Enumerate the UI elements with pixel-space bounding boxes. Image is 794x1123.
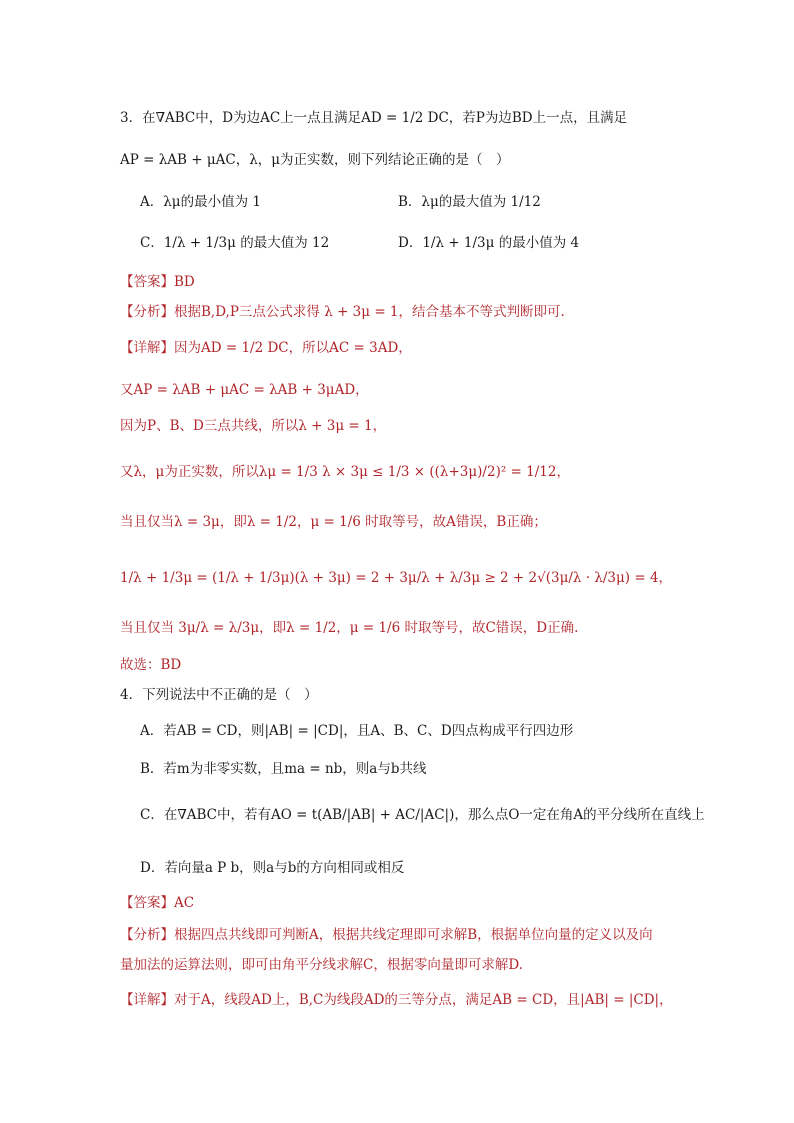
q3-detail-text1: 因为AD = 1/2 DC，所以AC = 3AD，: [174, 340, 412, 356]
q4-answer-value: AC: [174, 895, 195, 911]
q3-option-a-text: A．λμ的最小值为 1: [140, 194, 261, 210]
q3-detail-line6: [120, 568, 672, 588]
q3-option-c-text: C．1/λ + 1/3μ 的最大值为 12: [140, 235, 330, 251]
q3-detail-line1: [120, 338, 412, 358]
q4-analysis-text1: 根据四点共线即可判断A，根据共线定理即可求解B，根据单位向量的定义以及向: [174, 927, 653, 943]
q4-option-a: [140, 721, 573, 741]
q3-option-c: [140, 233, 329, 253]
q3-detail-line4: [120, 462, 570, 482]
q4-detail-text1: 对于A，线段AD上，B,C为线段AD的三等分点，满足AB = CD，且|AB| = |CD|，: [174, 992, 673, 1008]
q3-detail-label: 【详解】: [120, 340, 174, 356]
q3-detail-text2: 又AP = λAB + μAC = λAB + 3μAD，: [120, 382, 369, 398]
q3-answer-label: 【答案】: [120, 274, 174, 290]
q3-detail-line2: [120, 380, 369, 400]
q4-option-b: [140, 759, 427, 779]
q4-option-c-text: C．在∇ABC中，若有AO = t(AB/|AB| + AC/|AC|)，那么点O一定在角A的平分线所在直线上: [140, 807, 705, 823]
q4-answer-label: 【答案】: [120, 895, 174, 911]
q3-option-b: [398, 192, 541, 212]
q4-option-a-text: A．若AB = CD，则|AB| = |CD|，且A、B、C、D四点构成平行四边形: [140, 723, 574, 739]
q3-detail-line3: [120, 416, 386, 436]
q4-option-d-text: D．若向量a P b，则a与b的方向相同或相反: [140, 860, 405, 876]
q3-option-d-text: D．1/λ + 1/3μ 的最小值为 4: [398, 235, 580, 251]
q4-stem-text: 4．下列说法中不正确的是（ ）: [120, 687, 318, 703]
q3-detail-text3: 因为P、B、D三点共线，所以λ + 3μ = 1，: [120, 418, 387, 434]
q4-stem: [120, 685, 318, 705]
q3-detail-line5: [120, 512, 547, 532]
q3-analysis-text: 根据B,D,P三点公式求得 λ + 3μ = 1，结合基本不等式判断即可.: [174, 304, 565, 320]
q3-option-b-text: B．λμ的最大值为 1/12: [398, 194, 541, 210]
q3-detail-text4: 又λ，μ为正实数，所以λμ = 1/3 λ × 3μ ≤ 1/3 × ((λ+3μ)/2)² = 1/12，: [120, 464, 570, 480]
q4-analysis-line2: [120, 955, 523, 975]
q4-analysis-text2: 量加法的运算法则，即可由角平分线求解C，根据零向量即可求解D.: [120, 957, 523, 973]
q3-detail-line8: [120, 655, 181, 675]
q3-analysis-label: 【分析】: [120, 304, 174, 320]
q4-detail-line1: [120, 990, 673, 1010]
q4-detail-label: 【详解】: [120, 992, 174, 1008]
q3-stem-line1: [120, 108, 627, 128]
q3-stem-line2: [120, 150, 510, 170]
q3-answer: [120, 272, 195, 292]
q3-detail-text7: 当且仅当 3μ/λ = λ/3μ，即λ = 1/2，μ = 1/6 时取等号，故C错误，D正确.: [120, 620, 579, 636]
q3-detail-line7: [120, 618, 578, 638]
q3-detail-text8: 故选：BD: [120, 657, 182, 673]
q3-option-a: [140, 192, 261, 212]
q3-stem-text2: AP = λAB + μAC，λ，μ为正实数，则下列结论正确的是（ ）: [120, 152, 510, 168]
q3-answer-value: BD: [174, 274, 195, 290]
q4-analysis-label: 【分析】: [120, 927, 174, 943]
q4-analysis-line1: [120, 925, 653, 945]
q3-detail-text6: 1/λ + 1/3μ = (1/λ + 1/3μ)(λ + 3μ) = 2 + 3μ/λ + λ/3μ ≥ 2 + 2√(3μ/λ · λ/3μ) = 4，: [120, 570, 673, 586]
q3-stem-text1: 3．在∇ABC中，D为边AC上一点且满足AD = 1/2 DC，若P为边BD上一点，且满足: [120, 110, 628, 126]
q4-option-d: [140, 858, 404, 878]
q4-answer: [120, 893, 194, 913]
q4-option-c: [140, 805, 705, 825]
q3-option-d: [398, 233, 579, 253]
q3-analysis: [120, 302, 565, 322]
q3-detail-text5: 当且仅当λ = 3μ，即λ = 1/2，μ = 1/6 时取等号，故A错误，B正确；: [120, 514, 547, 530]
q4-option-b-text: B．若m为非零实数，且ma = nb，则a与b共线: [140, 761, 427, 777]
